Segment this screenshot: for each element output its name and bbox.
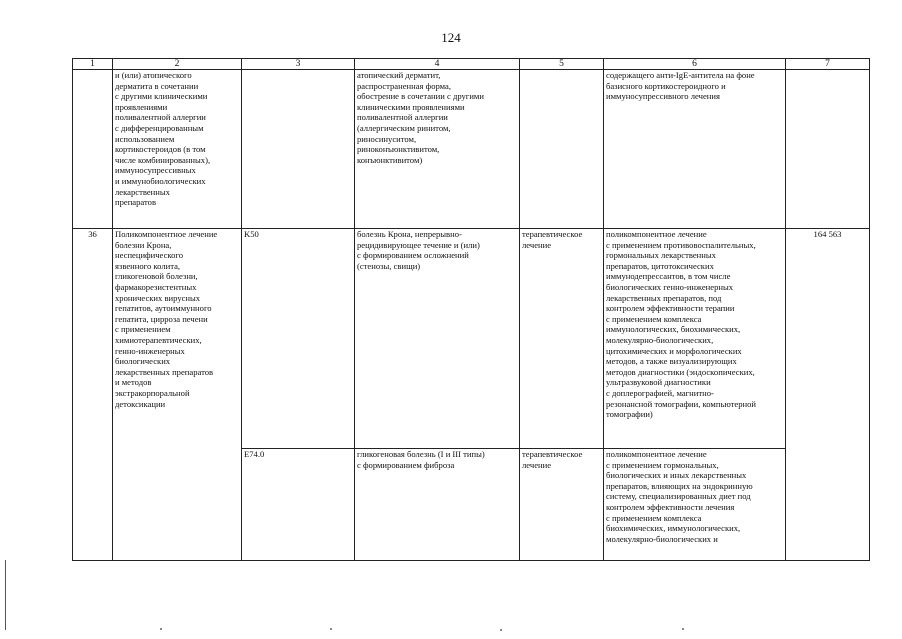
column-header-3: 3 — [242, 59, 355, 70]
medical-care-table — [72, 58, 870, 561]
cell-row-number — [73, 70, 113, 229]
cell-treatment-method: содержащего анти-IgE-антитела на фоне базисного кортикостероидного и иммуносупрессивного лечения — [604, 70, 786, 229]
cell-icd-code: E74.0 — [242, 449, 355, 561]
cell-treatment-method: поликомпонентное лечение с применением противовоспалительных, гормональных лекарственных препаратов, цитотоксических иммунодепрессантов, в том числе биологических генно-инженерных лекарственных препаратов, под контролем эффективности терапии с применением комплекса иммунологических, биохимических, молекулярно-биологических, цитохимических и морфологических методов, а также визуализирующих методов диагностики (эндоскопических, ультразвуковой диагностики с доплерографией, магнитно- резонансной томографии, компьютерной томографии) — [604, 229, 786, 449]
cell-patient-model: болезнь Крона, непрерывно- рецидивирующее течение и (или) с формированием осложнений (стенозы, свищи) — [355, 229, 520, 449]
scan-artifact-dot — [330, 628, 332, 630]
column-header-7: 7 — [786, 59, 870, 70]
continuation-row — [73, 70, 870, 229]
cell-standard-amount: 164 563 — [786, 229, 870, 561]
cell-treatment-type: терапевтическое лечение — [520, 229, 604, 449]
header-row — [73, 59, 870, 70]
cell-treatment-type — [520, 70, 604, 229]
cell-treatment-method: поликомпонентное лечение с применением гормональных, биологических и иных лекарственных препаратов, влияющих на эндокринную систему, специализированных диет под контролем эффективности лечения с применением комплекса биохимических, иммунологических, молекулярно-биологических и — [604, 449, 786, 561]
scan-artifact-line — [5, 560, 6, 630]
column-header-2: 2 — [113, 59, 242, 70]
scan-artifact-dot — [500, 629, 502, 631]
cell-patient-model: атопический дерматит, распространенная форма, обострение в сочетании с другими клиническими проявлениями поливалентной аллергии (аллергическим ринитом, риносинуситом, риноконъюнктивитом, конъюнктивитом) — [355, 70, 520, 229]
column-header-1: 1 — [73, 59, 113, 70]
cell-treatment-type: терапевтическое лечение — [520, 449, 604, 561]
cell-patient-model: гликогеновая болезнь (I и III типы) с формированием фиброза — [355, 449, 520, 561]
cell-standard-amount — [786, 70, 870, 229]
cell-method-name: и (или) атопического дерматита в сочетании с другими клиническими проявлениями поливалентной аллергии с дифференцированным использованием кортикостероидов (в том числе комбинированных), иммуносупрессивных и иммунобиологических лекарственных препаратов — [113, 70, 242, 229]
column-header-4: 4 — [355, 59, 520, 70]
column-header-5: 5 — [520, 59, 604, 70]
table-row-36-k50 — [73, 229, 870, 449]
page-number: 124 — [441, 30, 461, 45]
cell-icd-code: K50 — [242, 229, 355, 449]
scan-artifact-dot — [682, 628, 684, 630]
cell-method-name: Поликомпонентное лечение болезни Крона, неспецифического язвенного колита, гликогеновой болезни, фармакорезистентных хронических вирусных гепатитов, аутоиммунного гепатита, цирроза печени с применением химиотерапевтических, генно-инженерных биологических лекарственных препаратов и методов экстракорпоральной детоксикации — [113, 229, 242, 561]
cell-row-number: 36 — [73, 229, 113, 561]
column-header-6: 6 — [604, 59, 786, 70]
scan-artifact-dot — [160, 628, 162, 630]
cell-icd-code — [242, 70, 355, 229]
